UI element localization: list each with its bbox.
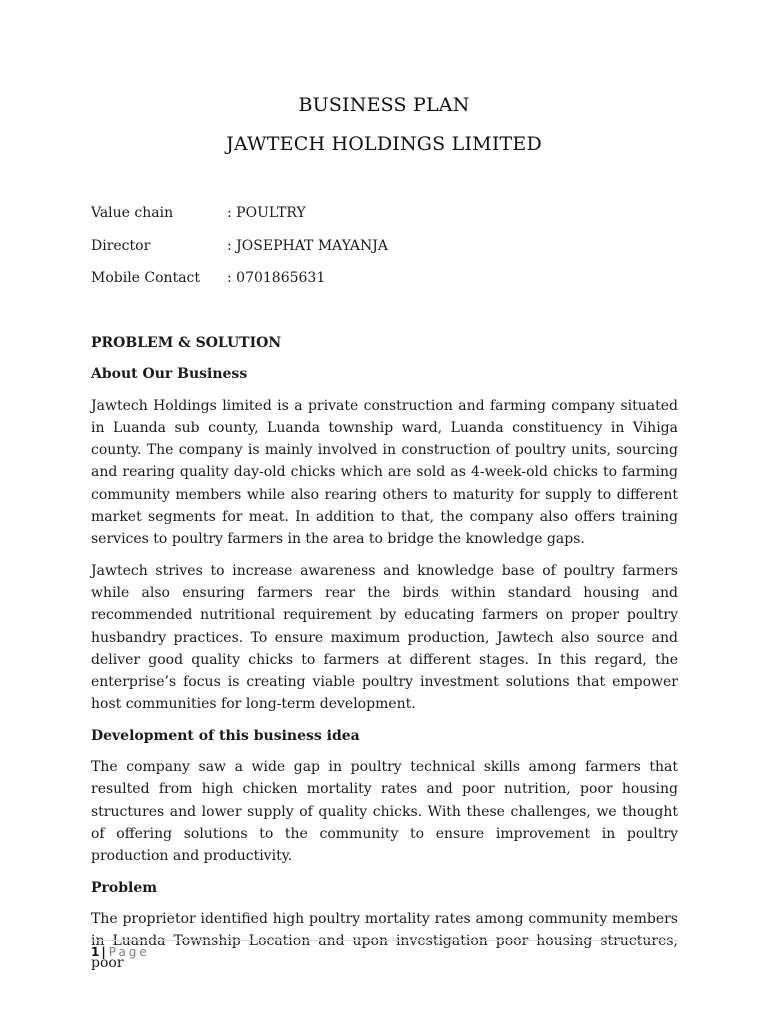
meta-value: : POULTRY bbox=[227, 205, 306, 221]
paragraph: Jawtech strives to increase awareness and knowledge base of poultry farmers while also ensuring farmers rear the birds within standard housing and recommended nutritional requirement by educating farmers on proper poultry husbandry practices. To ensure maximum production, Jawtech also source and deliver good quality chicks to farmers at different stages. In this regard, the enterprise’s focus is creating viable poultry investment solutions that empower host communities for long-term development. bbox=[91, 562, 678, 713]
page-word: Page bbox=[108, 945, 150, 959]
paragraph: The proprietor identified high poultry mortality rates among community members in Luanda Township Location and upon investigation poor housing structures, poor bbox=[91, 910, 678, 972]
mobile-contact-row bbox=[91, 268, 681, 301]
footer-divider bbox=[91, 940, 678, 941]
business-details bbox=[91, 203, 681, 301]
paragraph: Jawtech Holdings limited is a private construction and farming company situated in Luanda sub county, Luanda township ward, Luanda constituency in Vihiga county. The company is mainly involved in construction of poultry units, sourcing and rearing quality day-old chicks which are sold as 4-week-old chicks to farming community members while also rearing others to maturity for supply to different market segments for meat. In addition to that, the company also offers training services to poultry farmers in the area to bridge the knowledge gaps. bbox=[91, 397, 678, 548]
section-heading-problem-solution: PROBLEM & SOLUTION bbox=[91, 335, 282, 351]
section-heading-development: Development of this business idea bbox=[91, 727, 360, 744]
paragraph: The company saw a wide gap in poultry technical skills among farmers that resulted from high chicken mortality rates and poor nutrition, poor housing structures and lower supply of quality chicks. With these challenges, we thought of offering solutions to the community to ensure improvement in poultry production and productivity. bbox=[91, 759, 678, 865]
value-chain-row bbox=[91, 203, 681, 236]
section-heading-about-business: About Our Business bbox=[91, 366, 248, 383]
meta-value: : 0701865631 bbox=[227, 270, 326, 286]
meta-value: : JOSEPHAT MAYANJA bbox=[227, 237, 388, 254]
document-title: BUSINESS PLAN bbox=[298, 94, 470, 116]
page-footer bbox=[91, 944, 150, 960]
section-heading-problem: Problem bbox=[91, 879, 158, 896]
footer-separator: | bbox=[101, 945, 106, 959]
meta-label: Mobile Contact bbox=[91, 270, 201, 286]
page-number: 1 bbox=[91, 945, 100, 959]
company-name-title: JAWTECH HOLDINGS LIMITED bbox=[226, 133, 542, 155]
meta-label: Director bbox=[91, 237, 151, 254]
document-body bbox=[91, 332, 678, 984]
director-row bbox=[91, 236, 681, 269]
meta-label: Value chain bbox=[91, 205, 174, 221]
